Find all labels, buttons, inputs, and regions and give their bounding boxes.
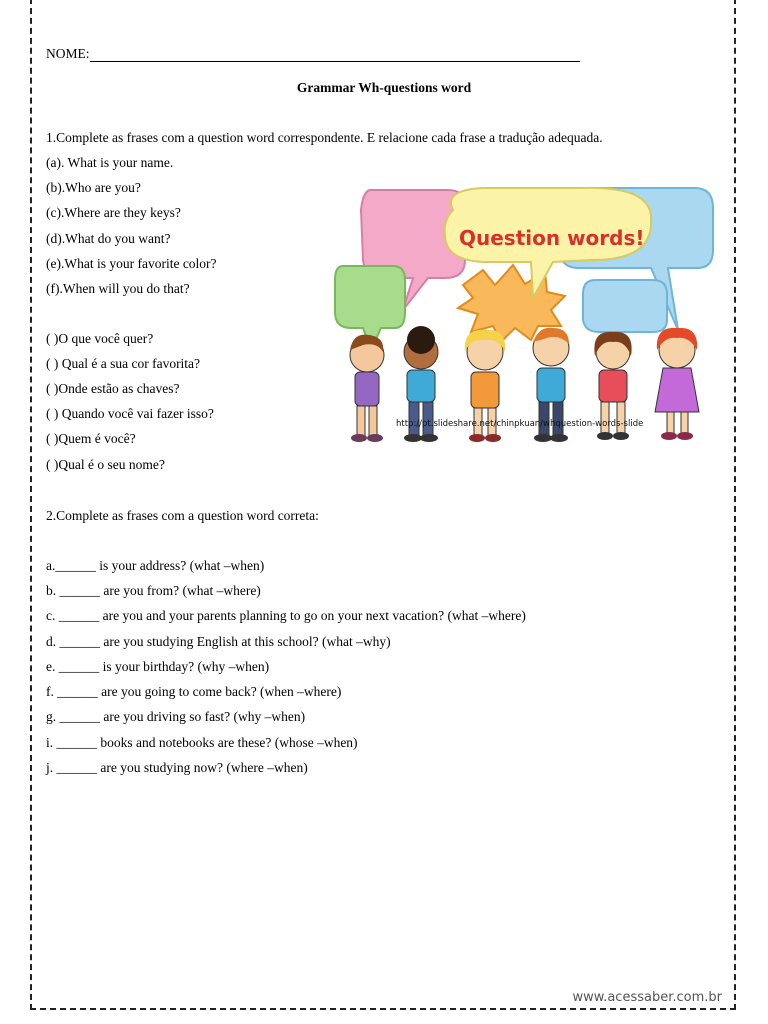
question-b: (b).Who are you? bbox=[46, 180, 141, 195]
exercise-item[interactable]: b. ______ are you from? (what –where) bbox=[46, 583, 261, 598]
question-f: (f).When will you do that? bbox=[46, 281, 190, 296]
translation-item[interactable]: ( )Quem é você? bbox=[46, 431, 136, 446]
question-a: (a). What is your name. bbox=[46, 155, 174, 170]
exercise-item[interactable]: c. ______ are you and your parents planning to go on your next vacation? (what –where) bbox=[46, 608, 526, 623]
child-figure-6 bbox=[655, 328, 699, 440]
page-title: Grammar Wh-questions word bbox=[296, 80, 472, 95]
name-label: NOME: bbox=[46, 46, 90, 61]
name-blank-line[interactable] bbox=[90, 48, 580, 62]
footer-website[interactable]: www.acessaber.com.br bbox=[572, 990, 722, 1005]
child-figure-1 bbox=[350, 335, 384, 442]
page-border bbox=[30, 0, 736, 1010]
exercise-item[interactable]: a.______ is your address? (what –when) bbox=[46, 558, 265, 573]
translation-item[interactable]: ( ) Qual é a sua cor favorita? bbox=[46, 356, 201, 371]
exercise-item[interactable]: e. ______ is your birthday? (why –when) bbox=[46, 659, 270, 674]
exercise-item[interactable]: d. ______ are you studying English at this school? (what –why) bbox=[46, 634, 391, 649]
image-credit: http://pt.slideshare.net/chinpkuan/whquestion-words-slide bbox=[396, 419, 644, 429]
translation-item[interactable]: ( )O que você quer? bbox=[46, 331, 154, 346]
translation-item[interactable]: ( )Qual é o seu nome? bbox=[46, 457, 165, 472]
exercise-item[interactable]: f. ______ are you going to come back? (when –where) bbox=[46, 684, 342, 699]
question-c: (c).Where are they keys? bbox=[46, 205, 181, 220]
question-e: (e).What is your favorite color? bbox=[46, 256, 217, 271]
translation-item[interactable]: ( ) Quando você vai fazer isso? bbox=[46, 406, 214, 421]
translation-item[interactable]: ( )Onde estão as chaves? bbox=[46, 381, 180, 396]
question-words-illustration bbox=[333, 180, 718, 452]
exercise-item[interactable]: g. ______ are you driving so fast? (why –when) bbox=[46, 709, 306, 724]
exercise-item[interactable]: j. ______ are you studying now? (where –when) bbox=[46, 760, 308, 775]
name-field[interactable] bbox=[46, 46, 580, 62]
section2-instruction: 2.Complete as frases com a question word correta: bbox=[46, 508, 319, 523]
blue-small-bubble bbox=[583, 280, 667, 332]
question-d: (d).What do you want? bbox=[46, 231, 171, 246]
illustration-heading: Question words! bbox=[459, 226, 645, 250]
section1-instruction: 1.Complete as frases com a question word correspondente. E relacione cada frase a tradução adequada. bbox=[46, 130, 603, 145]
exercise-item[interactable]: i. ______ books and notebooks are these? (whose –when) bbox=[46, 735, 358, 750]
